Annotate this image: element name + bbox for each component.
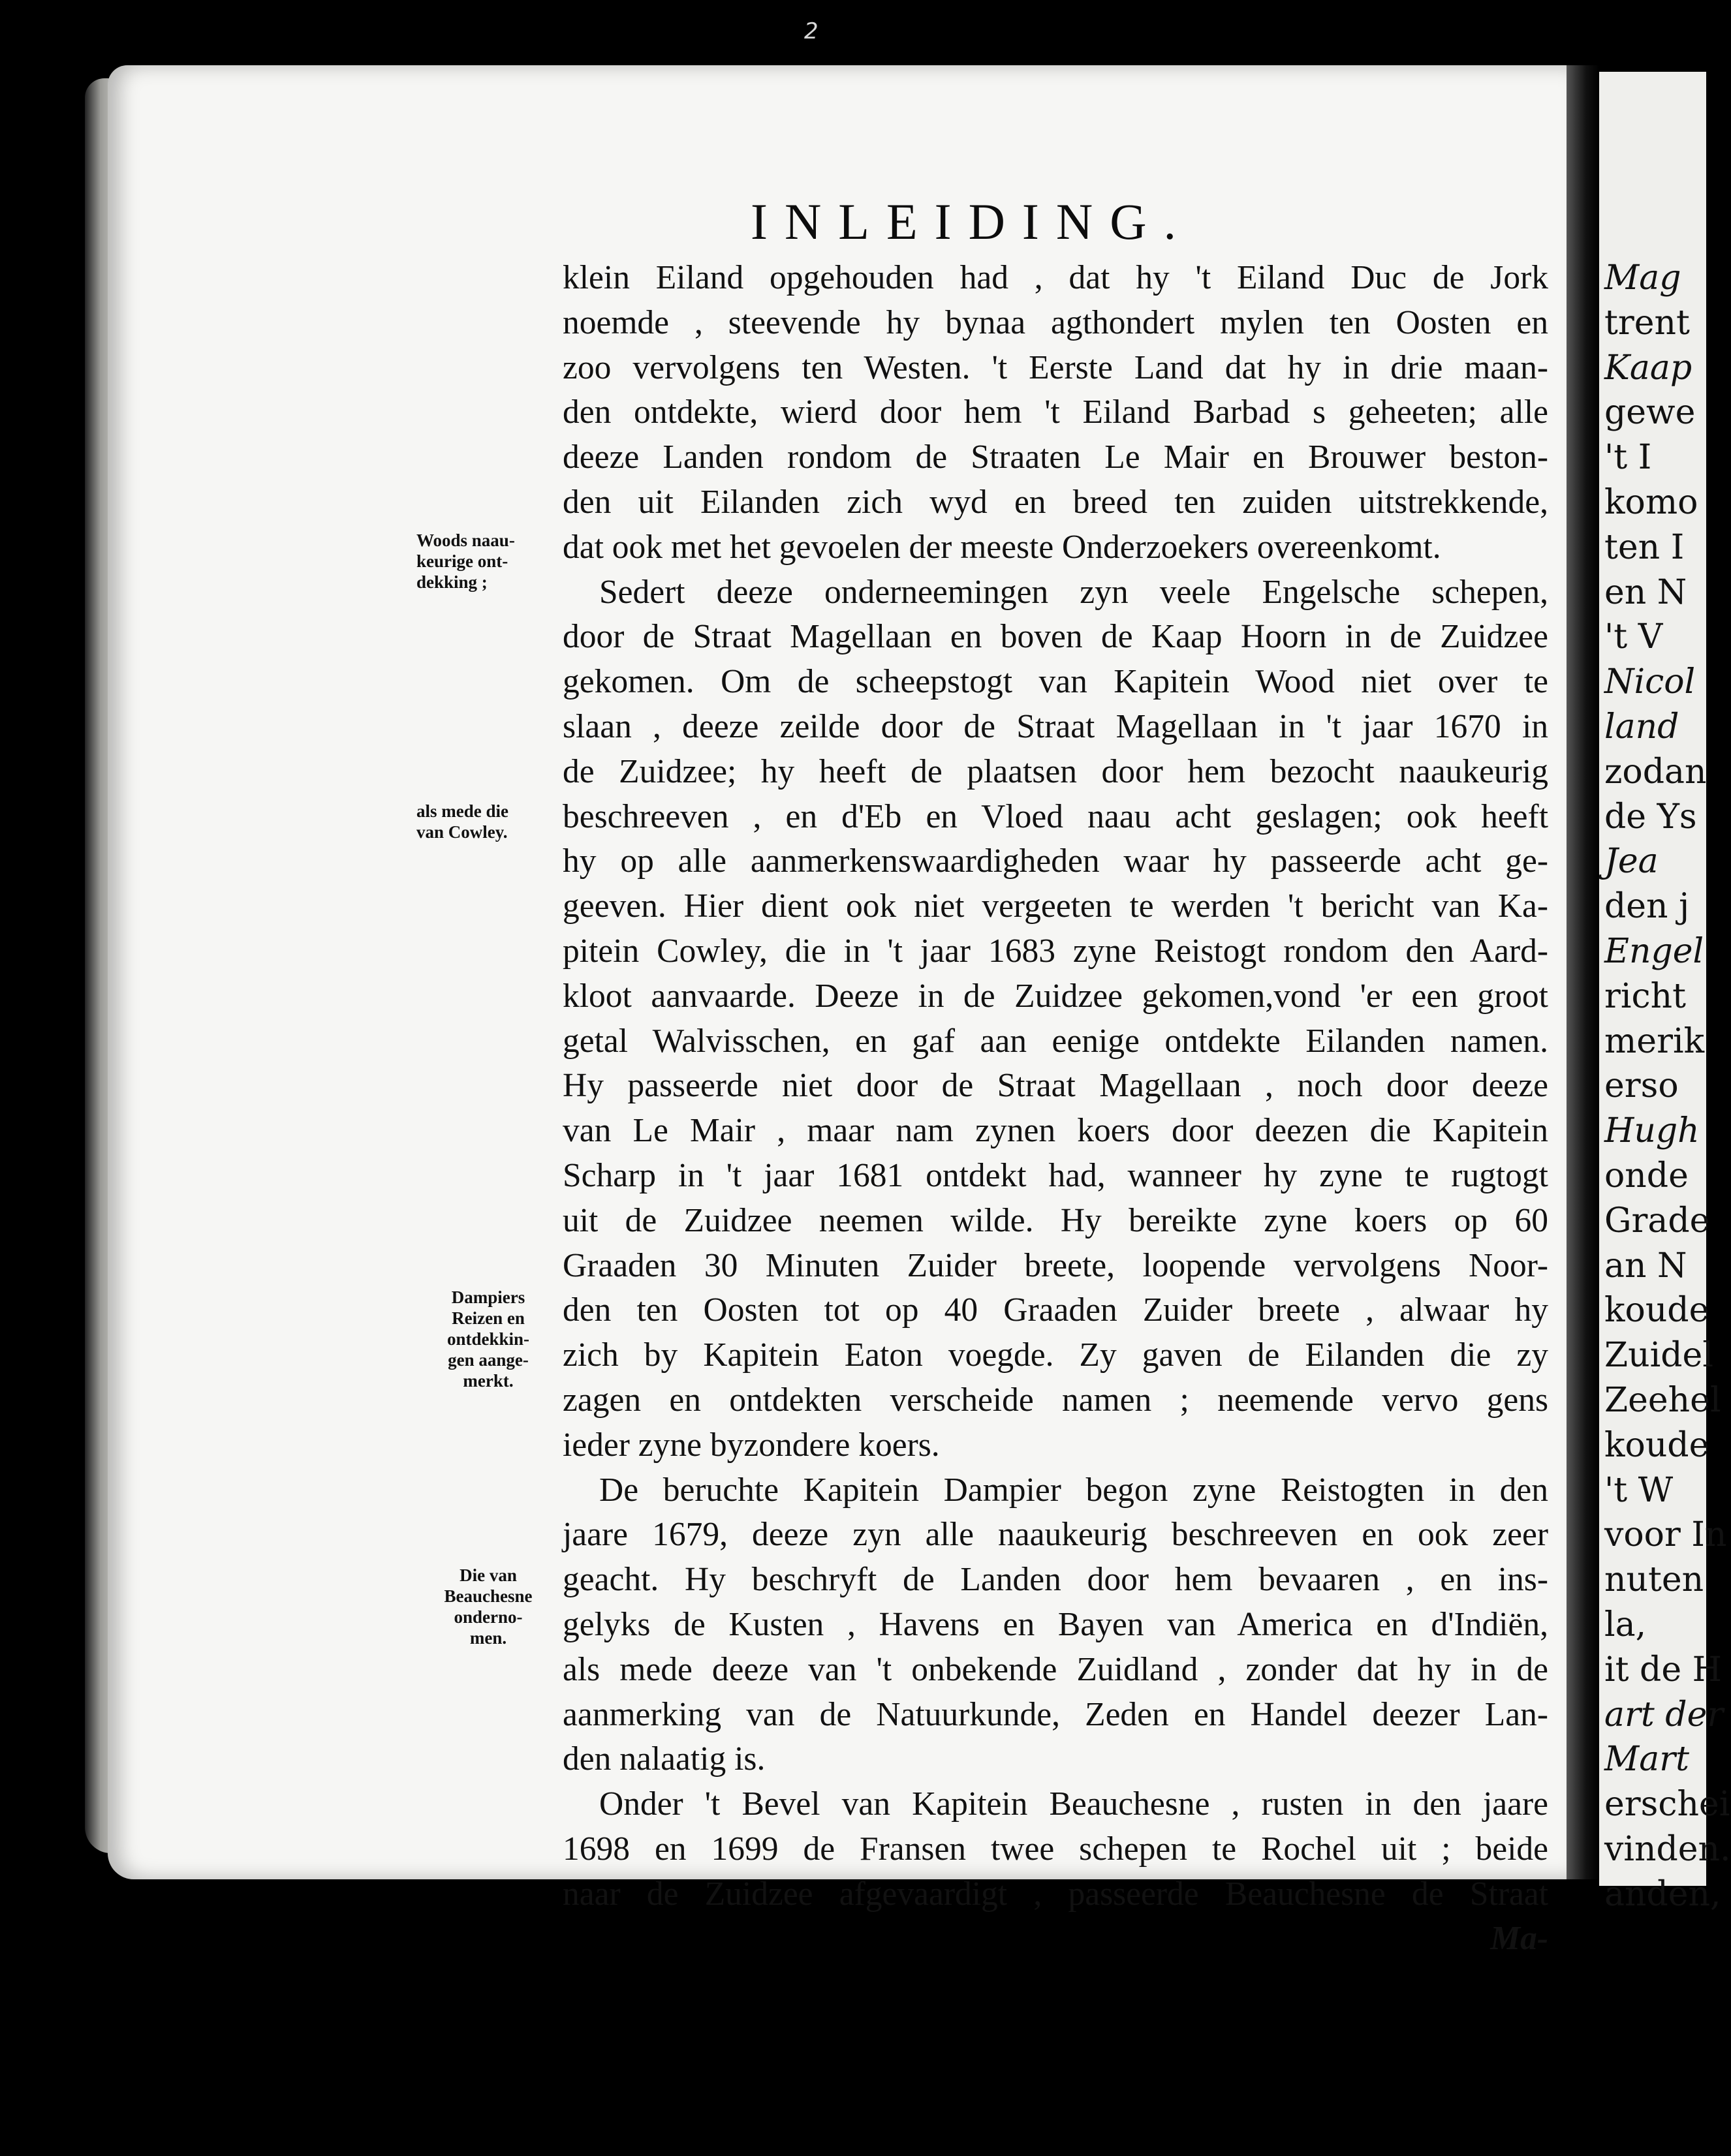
body-line: zagen en ontdekten verscheide namen ; neemende vervo gens [563, 1381, 1548, 1419]
body-line: deeze Landen rondom de Straaten Le Mair en Brouwer beston- [563, 439, 1548, 476]
facing-page-fragment: 't W [1604, 1470, 1674, 1510]
body-line: 1698 en 1699 de Fransen twee schepen te Rochel uit ; beide [563, 1830, 1548, 1868]
facing-page-fragment: richt [1604, 976, 1686, 1016]
body-line: den ten Oosten tot op 40 Graaden Zuider breete , alwaar hy [563, 1291, 1548, 1329]
facing-page-fragment: en N [1604, 572, 1687, 612]
facing-page-fragment: Zuidel [1604, 1336, 1713, 1376]
body-line: gelyks de Kusten , Havens en Bayen van America en d'Indiën, [563, 1605, 1548, 1643]
facing-page-fragment: koude [1604, 1291, 1709, 1331]
facing-page-fragment: an N [1604, 1246, 1687, 1286]
body-line: kloot aanvaarde. Deeze in de Zuidzee gekomen,vond 'er een groot [563, 977, 1548, 1015]
body-line: geacht. Hy beschryft de Landen door hem bevaaren , en ins- [563, 1561, 1548, 1599]
book-gutter [1567, 65, 1599, 1879]
margin-note-line: onderno- [454, 1607, 523, 1627]
body-line: van Le Mair , maar nam zynen koers door deezen die Kapitein [563, 1112, 1548, 1150]
facing-page-fragment: ten I [1604, 527, 1685, 567]
facing-page-fragment: land [1604, 707, 1679, 747]
facing-page-fragment: Grade [1604, 1201, 1710, 1240]
facing-page-fragment: komo [1604, 483, 1698, 522]
body-line: dat ook met het gevoelen der meeste Onderzoekers overeenkomt. [563, 528, 1441, 566]
margin-note-line: Die van [460, 1565, 517, 1585]
body-line: zoo vervolgens ten Westen. 't Eerste Land dat hy in drie maan- [563, 348, 1548, 386]
margin-note-line: dekking ; [416, 572, 488, 592]
margin-note-line: als mede die [416, 801, 508, 821]
body-line: ieder zyne byzondere koers. [563, 1426, 940, 1464]
facing-page-fragment: trent [1604, 303, 1690, 343]
body-line: gekomen. Om de scheepstogt van Kapitein Wood niet over te [563, 663, 1548, 701]
facing-page-fragment: merik [1604, 1021, 1705, 1061]
body-line: beschreeven , en d'Eb en Vloed naau acht geslagen; ook heeft [563, 797, 1548, 835]
body-line: als mede deeze van 't onbekende Zuidland , zonder dat hy in de [563, 1650, 1548, 1688]
facing-page-fragment: den j [1604, 887, 1690, 927]
body-line: De beruchte Kapitein Dampier begon zyne Reistogten in den [599, 1471, 1548, 1509]
facing-page-fragment: la, [1604, 1605, 1647, 1644]
body-line: zich by Kapitein Eaton voegde. Zy gaven de Eilanden die zy [563, 1336, 1548, 1374]
body-line: klein Eiland opgehouden had , dat hy 't Eiland Duc de Jork [563, 259, 1548, 296]
margin-note-line: Dampiers [451, 1287, 525, 1307]
facing-page-fragment: Zeehel [1604, 1381, 1721, 1420]
facing-page-fragment: Engel [1604, 932, 1704, 971]
body-line: den nalaatig is. [563, 1740, 766, 1778]
body-line: Sedert deeze onderneemingen zyn veele Engelsche schepen, [599, 573, 1548, 611]
margin-note-line: keurige ont- [416, 551, 508, 571]
facing-page-fragment: erso [1604, 1066, 1679, 1106]
facing-page-fragment: Jea [1604, 842, 1659, 882]
pencil-page-mark: 2 [804, 18, 819, 44]
margin-note-cowley [416, 801, 560, 842]
margin-note-line: merkt. [463, 1371, 514, 1391]
margin-note-line: Woods naau- [416, 531, 515, 550]
margin-note-line: gen aange- [448, 1350, 529, 1370]
margin-note-line: Reizen en [452, 1308, 525, 1328]
body-line: Hy passeerde niet door de Straat Magellaan , noch door deeze [563, 1067, 1548, 1105]
body-line: noemde , steevende hy bynaa agthondert mylen ten Oosten en [563, 303, 1548, 341]
margin-note-beauchesne [416, 1565, 560, 1648]
facing-page-fragment: onde [1604, 1156, 1689, 1195]
facing-page-edge [1599, 72, 1731, 1914]
facing-page-fragment: voor In [1604, 1515, 1727, 1555]
facing-page-fragment: koude [1604, 1425, 1709, 1465]
body-line: den uit Eilanden zich wyd en breed ten zuiden uitstrekkende, [563, 483, 1548, 521]
body-line: de Zuidzee; hy heeft de plaatsen door hem bezocht naaukeurig [563, 752, 1548, 790]
margin-note-dampier [416, 1287, 560, 1391]
running-header: INLEIDING. [751, 193, 1194, 250]
facing-page-fragment: it de H [1604, 1650, 1722, 1689]
margin-note-line: Beauchesne [444, 1586, 533, 1606]
body-line: pitein Cowley, die in 't jaar 1683 zyne Reistogt rondom den Aard- [563, 932, 1548, 970]
body-line: Onder 't Bevel van Kapitein Beauchesne , rusten in den jaare [599, 1785, 1548, 1823]
facing-page-fragment: Nicol [1604, 662, 1696, 702]
facing-page-fragment: de Ys [1604, 797, 1697, 837]
body-line: geeven. Hier dient ook niet vergeeten te werden 't bericht van Ka- [563, 887, 1548, 925]
body-line: getal Walvisschen, en gaf aan eenige ontdekte Eilanden namen. [563, 1022, 1548, 1060]
margin-note-line: ontdekkin- [446, 1329, 530, 1349]
body-line: naar de Zuidzee afgevaardigt , passeerde Beauchesne de Straat [563, 1875, 1548, 1913]
catchword: Ma- [1490, 1920, 1548, 1958]
body-line: Graaden 30 Minuten Zuider breete, loopende vervolgens Noor- [563, 1246, 1548, 1284]
body-line: Scharp in 't jaar 1681 ontdekt had, wanneer hy zyne te rugtogt [563, 1156, 1548, 1194]
facing-page-fragment: Mag [1604, 258, 1681, 298]
facing-page-fragment: 't I [1604, 438, 1652, 478]
body-text [563, 256, 1548, 1962]
facing-page-fragment: erschei [1604, 1785, 1730, 1825]
facing-page-fragment: Kaap [1604, 348, 1692, 388]
body-line: uit de Zuidzee neemen wilde. Hy bereikte zyne koers op 60 [563, 1201, 1548, 1239]
facing-page-fragment: nuten [1604, 1560, 1704, 1600]
facing-page-fragment: vinden. [1604, 1830, 1731, 1869]
margin-note-line: men. [469, 1628, 507, 1648]
body-line: jaare 1679, deeze zyn alle naaukeurig beschreeven en ook zeer [563, 1516, 1548, 1554]
body-line: hy op alle aanmerkenswaardigheden waar hy passeerde acht ge- [563, 842, 1548, 880]
body-line: aanmerking van de Natuurkunde, Zeden en Handel deezer Lan- [563, 1695, 1548, 1733]
margin-note-woods [416, 530, 560, 593]
body-line: door de Straat Magellaan en boven de Kaap Hoorn in de Zuidzee [563, 618, 1548, 656]
facing-page-fragment: 't V [1604, 617, 1663, 657]
margin-note-line: van Cowley. [416, 822, 508, 842]
facing-page-fragment: gewe [1604, 393, 1696, 433]
facing-page-fragment: Hugh [1604, 1111, 1700, 1151]
body-line: slaan , deeze zeilde door de Straat Magellaan in 't jaar 1670 in [563, 707, 1548, 745]
facing-page-fragment: Mart [1604, 1740, 1689, 1779]
body-line: den ontdekte, wierd door hem 't Eiland Barbad s geheeten; alle [563, 393, 1548, 431]
facing-page-fragment: art der [1604, 1695, 1724, 1734]
facing-page-fragment: zodan [1604, 752, 1707, 792]
facing-page-fragment: anden, [1604, 1874, 1721, 1914]
